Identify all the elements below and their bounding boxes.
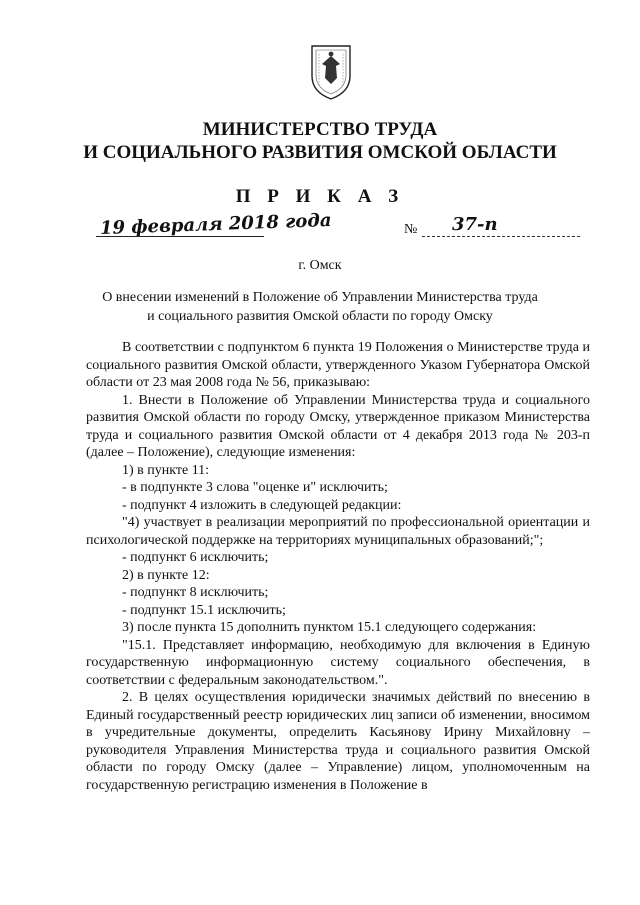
paragraph-quoted-text: "4) участвует в реализации мероприятий по профессиональной ориентации и психологической поддержке на территориях муниципальных образований;";	[86, 515, 590, 548]
city-name: г. Омск	[298, 258, 342, 273]
handwritten-number: 37-п	[452, 214, 498, 235]
paragraph-subitem: 2) в пункте 12:	[122, 567, 210, 583]
paragraph-subitem: - подпункт 15.1 исключить;	[122, 602, 286, 618]
handwritten-date: 19 февраля 2018 года	[99, 209, 332, 240]
paragraph-item-1: 1. Внести в Положение об Управлении Министерства труда и социального развития Омской области по городу Омску, утвержденное приказом Министерства труда и социального развития Омской области от 4 декабря 2013 года № 203-п (далее – Положение), следующие изменения:	[86, 392, 590, 460]
paragraph-quoted-text: "15.1. Представляет информацию, необходимую для включения в Единую государственную информационную систему социального обеспечения, в соответствии с федеральным законодательством.".	[86, 637, 590, 688]
document-body	[86, 339, 590, 794]
paragraph-subitem: - подпункт 6 исключить;	[122, 550, 269, 565]
ministry-name-line1: МИНИСТЕРСТВО ТРУДА	[202, 119, 438, 140]
ministry-name-line2: И СОЦИАЛЬНОГО РАЗВИТИЯ ОМСКОЙ ОБЛАСТИ	[83, 142, 557, 163]
paragraph-subitem: 1) в пункте 11:	[122, 462, 210, 478]
paragraph-subitem: 3) после пункта 15 дополнить пунктом 15.1 следующего содержания:	[122, 620, 537, 635]
paragraph-subitem: - подпункт 4 изложить в следующей редакции:	[122, 497, 402, 513]
number-label: №	[404, 222, 418, 237]
paragraph-subitem: - подпункт 8 исключить;	[122, 585, 269, 600]
subject-line2: и социального развития Омской области по городу Омску	[147, 309, 493, 324]
date-underline	[96, 236, 264, 237]
paragraph-subitem: - в подпункте 3 слова "оценке и" исключить;	[122, 480, 388, 495]
paragraph-item-2: 2. В целях осуществления юридически значимых действий по внесению в Единый государственный реестр юридических лиц записи об изменении, вносимом в учредительные документы, определить Касьянову Ирину Михайловну – руководителя Управления Министерства труда и социального развития Омской области по городу Омску (далее – Управление) лицом, уполномоченным на государственную регистрацию изменения в Положение в	[86, 690, 590, 793]
document-type-title: П Р И К А З	[235, 186, 405, 207]
coat-of-arms-icon	[306, 42, 356, 102]
number-underline	[422, 236, 580, 237]
subject-line1: О внесении изменений в Положение об Управлении Министерства труда	[102, 290, 538, 305]
paragraph-preamble: В соответствии с подпунктом 6 пункта 19 Положения о Министерстве труда и социального развития Омской области, утвержденного Указом Губернатора Омской области от 23 мая 2008 года № 56, приказываю:	[86, 340, 590, 390]
